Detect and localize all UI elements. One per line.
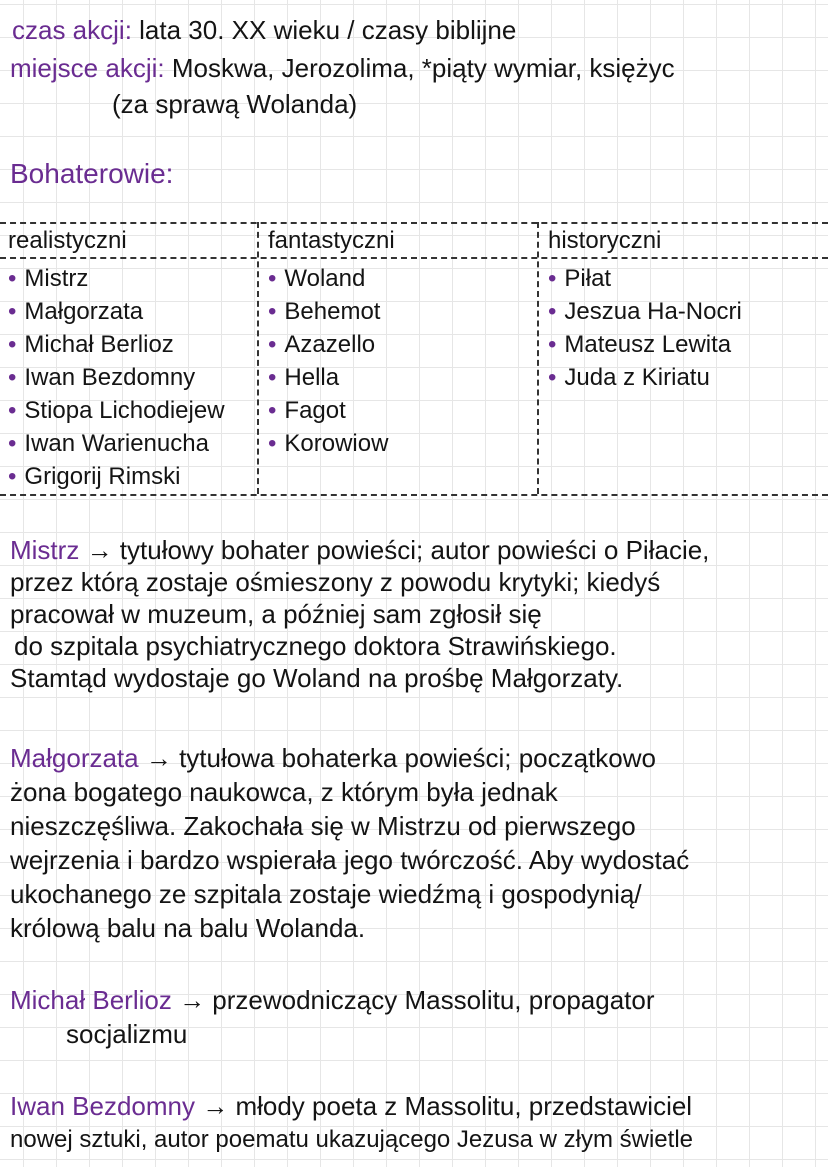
column-fantastic bbox=[268, 226, 395, 460]
character-name: Iwan Bezdomny bbox=[10, 1091, 195, 1121]
list-item: • Azazello bbox=[268, 331, 376, 358]
character-name: Małgorzata bbox=[10, 743, 139, 773]
list-item: • Iwan Warienucha bbox=[8, 430, 209, 457]
list-item: • Michał Berlioz bbox=[8, 331, 174, 358]
description-line: do szpitala psychiatrycznego doktora Strawińskiego. bbox=[14, 631, 617, 661]
column-divider bbox=[537, 222, 539, 494]
column-header: historyczni bbox=[548, 227, 662, 254]
list-item: • Korowiow bbox=[268, 430, 389, 457]
description-line: ukochanego ze szpitala zostaje wiedźmą i gospodynią/ bbox=[10, 879, 642, 909]
description-line: wejrzenia i bardzo wspierała jego twórczość. Aby wydostać bbox=[10, 845, 690, 875]
column-header: realistyczni bbox=[8, 227, 127, 254]
column-realistic bbox=[8, 226, 225, 493]
description-line: → przewodniczący Massolitu, propagator bbox=[179, 985, 655, 1015]
heroes-title: Bohaterowie: bbox=[10, 158, 174, 189]
list-item: • Stiopa Lichodiejew bbox=[8, 397, 225, 424]
description-line: Stamtąd wydostaje go Woland na prośbę Małgorzaty. bbox=[10, 663, 624, 693]
table-bottom-divider bbox=[0, 494, 828, 496]
description-line: → tytułowa bohaterka powieści; początkowo bbox=[145, 743, 657, 773]
list-item: • Mateusz Lewita bbox=[548, 331, 732, 358]
list-item: • Jeszua Ha-Nocri bbox=[548, 298, 742, 325]
column-historical bbox=[548, 226, 742, 394]
list-item: • Małgorzata bbox=[8, 298, 144, 325]
description-line: przez którą zostaje ośmieszony z powodu krytyki; kiedyś bbox=[10, 567, 661, 597]
description-line: nowej sztuki, autor poematu ukazującego Jezusa w złym świetle bbox=[10, 1126, 693, 1153]
list-item: • Piłat bbox=[548, 265, 612, 292]
time-line bbox=[12, 14, 516, 46]
list-item: • Behemot bbox=[268, 298, 381, 325]
table-top-divider bbox=[0, 222, 828, 224]
time-value: lata 30. XX wieku / czasy biblijne bbox=[139, 15, 517, 45]
list-item: • Woland bbox=[268, 265, 366, 292]
column-divider bbox=[257, 222, 259, 494]
description-line: królową balu na balu Wolanda. bbox=[10, 913, 366, 943]
place-line bbox=[10, 52, 675, 84]
character-name: Mistrz bbox=[10, 535, 80, 565]
description-line: → tytułowy bohater powieści; autor powieści o Piłacie, bbox=[86, 535, 710, 565]
list-item: • Iwan Bezdomny bbox=[8, 364, 196, 391]
list-item: • Hella bbox=[268, 364, 340, 391]
list-item: • Mistrz bbox=[8, 265, 89, 292]
time-label: czas akcji: bbox=[12, 15, 132, 45]
place-value-continued: (za sprawą Wolanda) bbox=[112, 89, 358, 119]
description-line: pracował w muzeum, a później sam zgłosił się bbox=[10, 599, 542, 629]
place-label: miejsce akcji: bbox=[10, 53, 165, 83]
place-value: Moskwa, Jerozolima, *piąty wymiar, księżyc bbox=[171, 53, 675, 83]
character-name: Michał Berlioz bbox=[10, 985, 172, 1015]
list-item: • Fagot bbox=[268, 397, 346, 424]
description-line: żona bogatego naukowca, z którym była jednak bbox=[10, 777, 558, 807]
column-header: fantastyczni bbox=[268, 227, 395, 254]
list-item: • Grigorij Rimski bbox=[8, 463, 181, 490]
description-line: nieszczęśliwa. Zakochała się w Mistrzu od pierwszego bbox=[10, 811, 636, 841]
list-item: • Juda z Kiriatu bbox=[548, 364, 710, 391]
description-line: → młody poeta z Massolitu, przedstawiciel bbox=[202, 1091, 693, 1121]
description-line: socjalizmu bbox=[66, 1019, 188, 1049]
